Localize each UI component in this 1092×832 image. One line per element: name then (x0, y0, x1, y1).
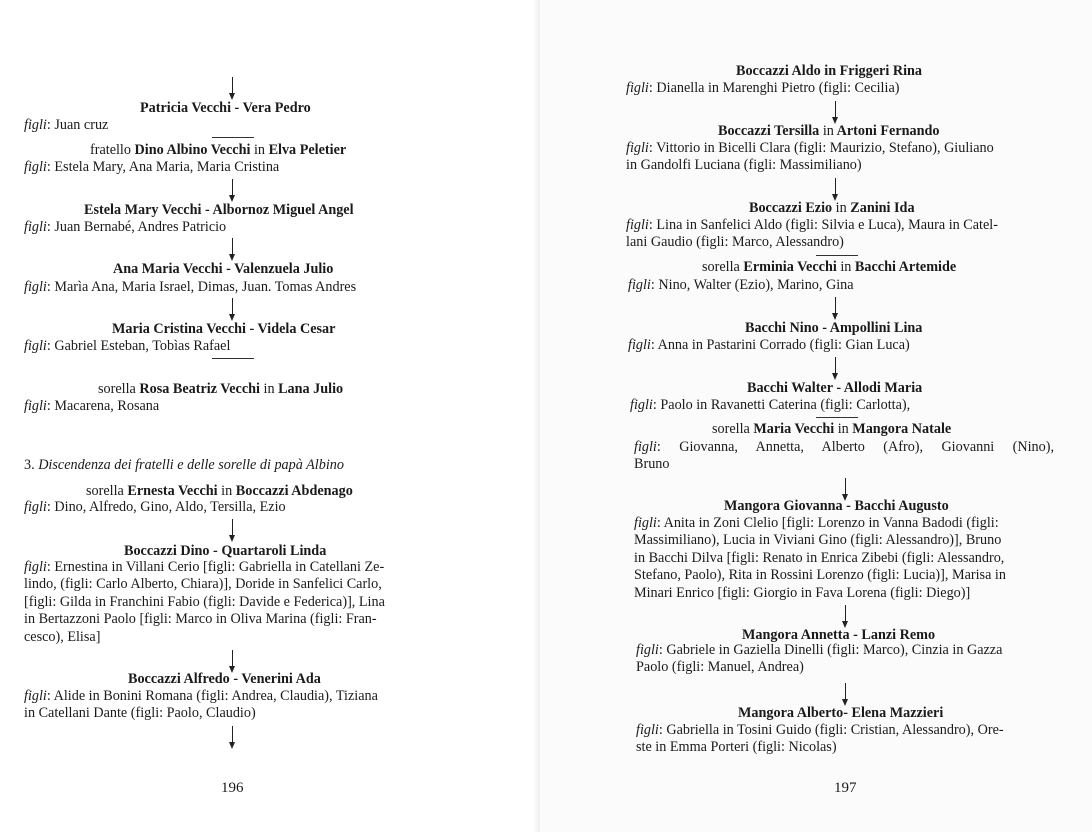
children-text: lani Gaudio (figli: Marco, Alessandro) (626, 234, 844, 251)
children-text: Giovanna, Annetta, Alberto (Afro), Giovanni (Nino), (679, 439, 1054, 455)
children-paragraph: figli: Ernestina in Villani Cerio [figli: Gabriella in Catellani Ze- lindo, (figli: Carlo Alberto, Chiara)], Doride in Sanfelici Carlo, [figli: Gilda in Franchini Fabio (figli: Davide e Federica)], Lina in Bertazzoni Paolo [figli: Marco in Oliva Marina (figli: Fran- cesco), Elisa] (24, 559, 444, 646)
sibling-heading (86, 483, 353, 500)
children-paragraph: figli: Gabriella in Tosini Guido (figli: Cristian, Alessandro), Ore- ste in Emma Porteri (figli: Nicolas) (636, 722, 1056, 757)
section-number: 3. (24, 457, 35, 473)
spouse-name: Elva Peletier (268, 142, 347, 158)
children-text: Dino, Alfredo, Gino, Aldo, Tersilla, Ezio (54, 499, 286, 515)
spouse-name: Boccazzi Abdenago (235, 483, 353, 499)
couple-heading: Maria Cristina Vecchi - Videla Cesar (112, 321, 336, 337)
children-text: Nino, Walter (Ezio), Marino, Gina (658, 277, 854, 293)
arrow-down-icon (228, 77, 238, 101)
figli-label: figli (636, 642, 659, 658)
section-heading (24, 457, 344, 474)
sibling-heading (90, 142, 346, 159)
in-label: in (253, 142, 266, 158)
couple-heading: Mangora Alberto- Elena Mazzieri (738, 705, 944, 721)
children-text: [figli: Gilda in Franchini Fabio (figli: Davide e Federica)], Lina (24, 593, 385, 610)
spouse-name: Artoni Fernando (836, 123, 940, 139)
spouse-name: Lana Julio (278, 381, 344, 397)
sibling-heading (702, 259, 956, 276)
children-text: Anita in Zoni Clelio [figli: Lorenzo in Vanna Badodi (figli: (663, 515, 999, 531)
children-line: figli: Dianella in Marenghi Pietro (figli: Cecilia) (626, 80, 900, 96)
figli-label: figli (628, 277, 651, 293)
in-label: in (835, 200, 847, 216)
person-name: Boccazzi Tersilla (718, 123, 820, 139)
children-text: Stefano, Paolo), Rita in Rossini Lorenzo (figli: Lucia)], Marisa in (634, 567, 1006, 584)
relation-label: sorella (98, 381, 136, 397)
couple-heading (718, 123, 939, 140)
relation-label: fratello (90, 142, 131, 158)
children-text: Gabriella in Tosini Guido (figli: Cristian, Alessandro), Ore- (666, 722, 1004, 738)
figli-label: figli (636, 722, 659, 738)
arrow-down-icon (831, 178, 841, 202)
person-name: Dino Albino Vecchi (134, 142, 251, 158)
children-line: figli: Marìa Ana, Maria Israel, Dimas, Juan. Tomas Andres (24, 279, 357, 295)
children-text: Bruno (634, 456, 670, 473)
relation-label: sorella (86, 483, 124, 499)
person-name: Erminia Vecchi (743, 259, 837, 275)
children-text: Macarena, Rosana (54, 398, 160, 414)
figli-label: figli (24, 499, 47, 515)
figli-label: figli (630, 397, 653, 413)
relation-label: sorella (712, 421, 750, 437)
section-title: Discendenza dei fratelli e delle sorelle di papà Albino (38, 457, 344, 473)
in-label: in (263, 381, 275, 397)
page-number: 197 (834, 780, 857, 796)
page-number: 196 (221, 780, 244, 796)
figli-label: figli (626, 80, 649, 96)
children-text: Gabriele in Gaziella Dinelli (figli: Marco), Cinzia in Gazza (666, 642, 1003, 658)
children-paragraph: figli: Alide in Bonini Romana (figli: Andrea, Claudia), Tiziana in Catellani Dante (figli: Paolo, Claudio) (24, 688, 444, 723)
figli-label: figli (24, 559, 47, 575)
children-line: figli: Paolo in Ravanetti Caterina (figli: Carlotta), (630, 397, 911, 413)
person-name: Rosa Beatriz Vecchi (139, 381, 260, 397)
divider (212, 137, 254, 138)
in-label: in (840, 259, 852, 275)
children-paragraph: figli: Gabriele in Gaziella Dinelli (figli: Marco), Cinzia in Gazza Paolo (figli: Manuel, Andrea) (636, 642, 1056, 677)
couple-heading: Boccazzi Aldo in Friggeri Rina (736, 63, 922, 79)
children-text: lindo, (figli: Carlo Alberto, Chiara)], Doride in Sanfelici Carlo, (24, 576, 382, 593)
children-line: figli: Juan Bernabé, Andres Patricio (24, 219, 227, 235)
children-text: Vittorio in Bicelli Clara (figli: Maurizio, Stefano), Giuliano (656, 140, 994, 156)
spouse-name: Bacchi Artemide (854, 259, 957, 275)
figli-label: figli (634, 515, 657, 531)
children-text: Alide in Bonini Romana (figli: Andrea, Claudia), Tiziana (53, 688, 378, 704)
children-line: figli: Macarena, Rosana (24, 398, 160, 414)
children-text: Minari Enrico [figli: Giorgio in Fava Lorena (figli: Diego)] (634, 584, 971, 601)
person-name: Maria Vecchi (753, 421, 835, 437)
couple-heading: Mangora Giovanna - Bacchi Augusto (724, 498, 949, 514)
spouse-name: Mangora Natale (852, 421, 952, 437)
children-text: Juan cruz (54, 117, 109, 133)
children-line: figli: Gabriel Esteban, Tobìas Rafael (24, 338, 231, 354)
children-text: in Gandolfi Luciana (figli: Massimiliano) (626, 157, 862, 174)
couple-heading (749, 200, 915, 217)
children-paragraph: figli: Anita in Zoni Clelio [figli: Lorenzo in Vanna Badodi (figli: Massimiliano), Lucia in Viviani Gino (figli: Alessandro)], Bruno in Bacchi Dilva [figli: Renato in Enrica Zibebi (figli: Alessandro, Stefano, Paolo), Rita in Rossini Lorenzo (figli: Lucia)], Marisa in Minari Enrico [figli: Giorgio in Fava Lorena (figli: Diego)] (634, 515, 1054, 602)
couple-heading: Boccazzi Dino - Quartaroli Linda (124, 543, 327, 559)
person-name: Boccazzi Ezio (749, 200, 833, 216)
couple-heading: Mangora Annetta - Lanzi Remo (742, 627, 936, 643)
children-text: Paolo in Ravanetti Caterina (figli: Carlotta), (660, 397, 911, 413)
person-name: Ernesta Vecchi (127, 483, 218, 499)
figli-label: figli (24, 338, 47, 354)
figli-label: figli (24, 688, 47, 704)
children-text: Paolo (figli: Manuel, Andrea) (636, 659, 804, 676)
arrow-down-icon (831, 101, 841, 125)
figli-label: figli (24, 159, 47, 175)
arrow-down-icon (228, 238, 238, 262)
in-label: in (822, 123, 834, 139)
arrow-down-icon (831, 357, 841, 381)
children-paragraph: figli: Vittorio in Bicelli Clara (figli: Maurizio, Stefano), Giuliano in Gandolfi Luciana (figli: Massimiliano) (626, 140, 1056, 175)
children-text: in Bertazzoni Paolo [figli: Marco in Oliva Marina (figli: Fran- (24, 611, 377, 628)
arrow-down-icon (831, 297, 841, 321)
children-text: Marìa Ana, Maria Israel, Dimas, Juan. Tomas Andres (54, 279, 357, 295)
children-line: figli: Nino, Walter (Ezio), Marino, Gina (628, 277, 854, 293)
figli-label: figli (626, 140, 649, 156)
figli-label: figli (626, 217, 649, 233)
sibling-heading (712, 421, 951, 438)
children-text: Lina in Sanfelici Aldo (figli: Silvia e Luca), Maura in Catel- (656, 217, 998, 233)
couple-heading: Bacchi Walter - Allodi Maria (747, 380, 923, 396)
children-paragraph: figli: Giovanna, Annetta, Alberto (Afro), Giovanni (Nino), Bruno (634, 439, 1054, 473)
couple-heading: Estela Mary Vecchi - Albornoz Miguel Angel (84, 202, 354, 218)
children-line: figli: Dino, Alfredo, Gino, Aldo, Tersilla, Ezio (24, 499, 286, 515)
figli-label: figli (24, 279, 47, 295)
divider (212, 358, 254, 359)
arrow-down-icon (841, 683, 851, 707)
children-line: figli: Anna in Pastarini Corrado (figli: Gian Luca) (628, 337, 910, 353)
divider (816, 417, 858, 418)
spouse-name: Zanini Ida (850, 200, 915, 216)
figli-label: figli (24, 219, 47, 235)
children-text: in Catellani Dante (figli: Paolo, Claudio) (24, 705, 256, 722)
in-label: in (837, 421, 849, 437)
children-line: figli: Juan cruz (24, 117, 109, 133)
children-text: cesco), Elisa] (24, 628, 101, 645)
children-text: Anna in Pastarini Corrado (figli: Gian Luca) (657, 337, 910, 353)
children-paragraph: figli: Lina in Sanfelici Aldo (figli: Silvia e Luca), Maura in Catel- lani Gaudio (figli: Marco, Alessandro) (626, 217, 1056, 252)
in-label: in (221, 483, 233, 499)
relation-label: sorella (702, 259, 740, 275)
children-text: ste in Emma Porteri (figli: Nicolas) (636, 739, 837, 756)
divider (816, 255, 858, 256)
arrow-down-icon (228, 298, 238, 322)
left-page (0, 0, 540, 832)
figli-label: figli (24, 117, 47, 133)
children-text: Dianella in Marenghi Pietro (figli: Cecilia) (656, 80, 900, 96)
couple-heading: Bacchi Nino - Ampollini Lina (745, 320, 923, 336)
arrow-down-icon (228, 179, 238, 203)
right-page (540, 0, 1092, 832)
children-line: figli: Estela Mary, Ana Maria, Maria Cristina (24, 159, 280, 175)
children-text: Massimiliano), Lucia in Viviani Gino (figli: Alessandro)], Bruno (634, 532, 1002, 549)
arrow-down-icon (228, 726, 238, 750)
couple-heading: Ana Maria Vecchi - Valenzuela Julio (113, 261, 334, 277)
children-text: Ernestina in Villani Cerio [figli: Gabriella in Catellani Ze- (54, 559, 385, 575)
figli-label: figli (628, 337, 651, 353)
children-text: Gabriel Esteban, Tobìas Rafael (54, 338, 231, 354)
arrow-down-icon (841, 605, 851, 629)
couple-heading: Patricia Vecchi - Vera Pedro (140, 100, 311, 116)
couple-heading: Boccazzi Alfredo - Venerini Ada (128, 671, 321, 687)
children-text: in Bacchi Dilva [figli: Renato in Enrica Zibebi (figli: Alessandro, (634, 549, 1005, 566)
children-text: Juan Bernabé, Andres Patricio (54, 219, 227, 235)
figli-label: figli (634, 439, 657, 455)
figli-label: figli (24, 398, 47, 414)
children-text: Estela Mary, Ana Maria, Maria Cristina (54, 159, 280, 175)
arrow-down-icon (228, 519, 238, 543)
sibling-heading (98, 381, 343, 398)
